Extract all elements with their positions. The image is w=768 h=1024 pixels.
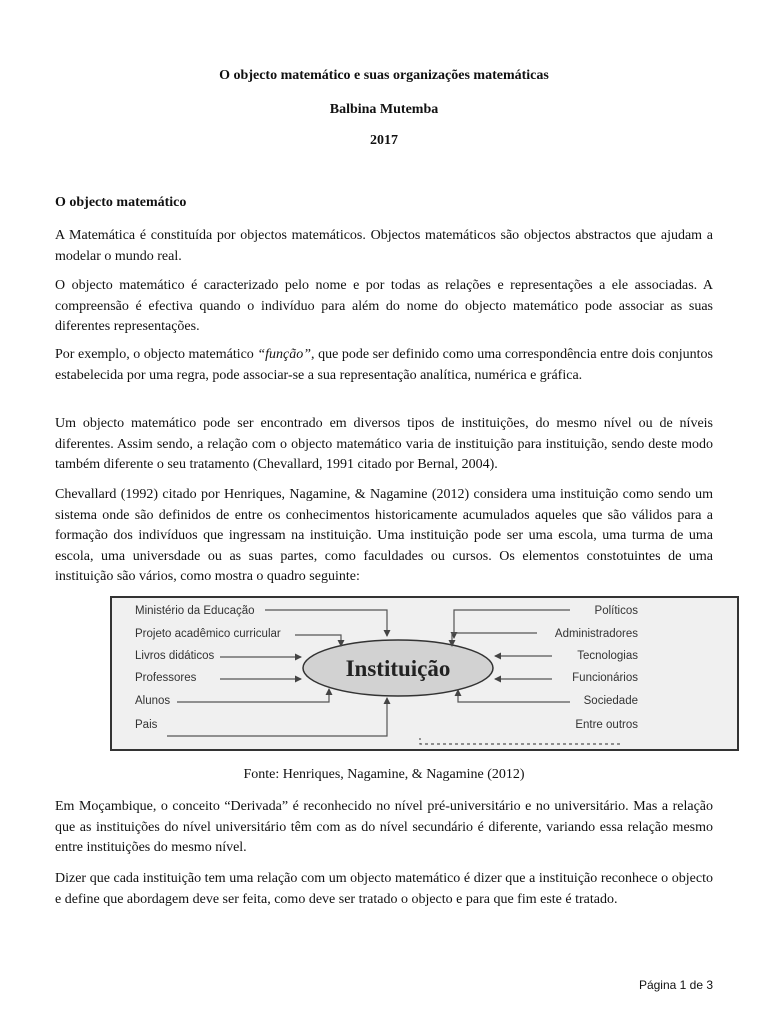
- paragraph-3: [55, 345, 713, 386]
- document-title: O objecto matemático e suas organizações matemáticas: [219, 68, 549, 83]
- arrow-entre-outros: [420, 738, 620, 744]
- paragraph-7: Dizer que cada instituição tem uma relação com um objecto matemático é dizer que a instituição reconhece o objecto e define que abordagem deve ser feita, como deve ser tratado o objecto e para que fim este é tratado.: [55, 871, 713, 907]
- section-heading: O objecto matemático: [55, 195, 187, 210]
- institution-diagram-svg: [112, 598, 737, 749]
- institution-diagram: [110, 596, 739, 751]
- label-projeto-curricular: Projeto acadêmico curricular: [135, 628, 281, 640]
- label-alunos: Alunos: [135, 695, 171, 707]
- paragraph-3-start: Por exemplo, o objecto matemático: [55, 347, 258, 362]
- paragraph-5: Chevallard (1992) citado por Henriques, Nagamine, & Nagamine (2012) considera uma instituição como sendo um sistema onde são definidos de entre os conhecimentos historicamente acumulados aqueles que são válidos para a formação dos indivíduos que ingressam na instituição. Uma instituição pode ser uma escola, uma turma de uma escola, uma universdade ou as suas partes, como faculdades ou cursos. Os elementos constotuintes de uma instituição são vários, como mostra o quadro seguinte:: [55, 487, 713, 584]
- label-sociedade: Sociedade: [583, 695, 638, 707]
- figure-caption: Fonte: Henriques, Nagamine, & Nagamine (2012): [243, 767, 525, 782]
- paragraph-4: Um objecto matemático pode ser encontrado em diversos tipos de instituições, do mesmo nível ou de níveis diferentes. Assim sendo, a relação com o objecto matemático varia de instituição para instituição, sendo deste modo também diferente o seu tratamento (Chevallard, 1991 citado por Bernal, 2004).: [55, 416, 713, 472]
- label-entre-outros: Entre outros: [575, 719, 638, 731]
- label-administradores: Administradores: [554, 628, 638, 640]
- paragraph-2: O objecto matemático é caracterizado pelo nome e por todas as relações e representações a ele associadas. A compreensão é efectiva quando o indivíduo para além do nome do objecto matemático pode associar as suas diferentes representações.: [55, 278, 713, 334]
- institution-label: Instituição: [345, 656, 451, 681]
- document-year: 2017: [370, 133, 398, 148]
- label-professores: Professores: [135, 672, 197, 684]
- arrow-pais: [167, 698, 387, 736]
- document-author: Balbina Mutemba: [329, 102, 439, 117]
- arrow-ministerio: [265, 610, 387, 636]
- arrow-alunos: [177, 689, 329, 702]
- arrow-administradores: [452, 633, 537, 646]
- label-politicos: Políticos: [594, 605, 638, 617]
- paragraph-3-term: “função”: [257, 347, 312, 362]
- arrow-politicos: [454, 610, 570, 638]
- paragraph-3-end: , que pode ser definido como uma correspondência entre dois conjuntos estabelecida por uma regra, pode associar-se a sua representação analítica, numérica e gráfica.: [55, 347, 713, 383]
- label-tecnologias: Tecnologias: [577, 650, 638, 662]
- label-funcionarios: Funcionários: [572, 672, 638, 684]
- arrow-projeto: [295, 635, 341, 646]
- label-ministerio-educacao: Ministério da Educação: [135, 605, 255, 617]
- paragraph-1: A Matemática é constituída por objectos matemáticos. Objectos matemáticos são objectos abstractos que ajudam a modelar o mundo real.: [55, 228, 713, 264]
- label-pais: Pais: [135, 719, 158, 731]
- paragraph-6: Em Moçambique, o conceito “Derivada” é reconhecido no nível pré-universitário e no universitário. Mas a relação que as instituições do nível universitário têm com as do nível secundário é diferente, variando essa relação mesmo entre instituições do mesmo nível.: [55, 799, 713, 855]
- page-number: Página 1 de 3: [638, 978, 713, 992]
- label-livros-didaticos: Livros didáticos: [135, 650, 215, 662]
- arrow-sociedade: [458, 690, 570, 702]
